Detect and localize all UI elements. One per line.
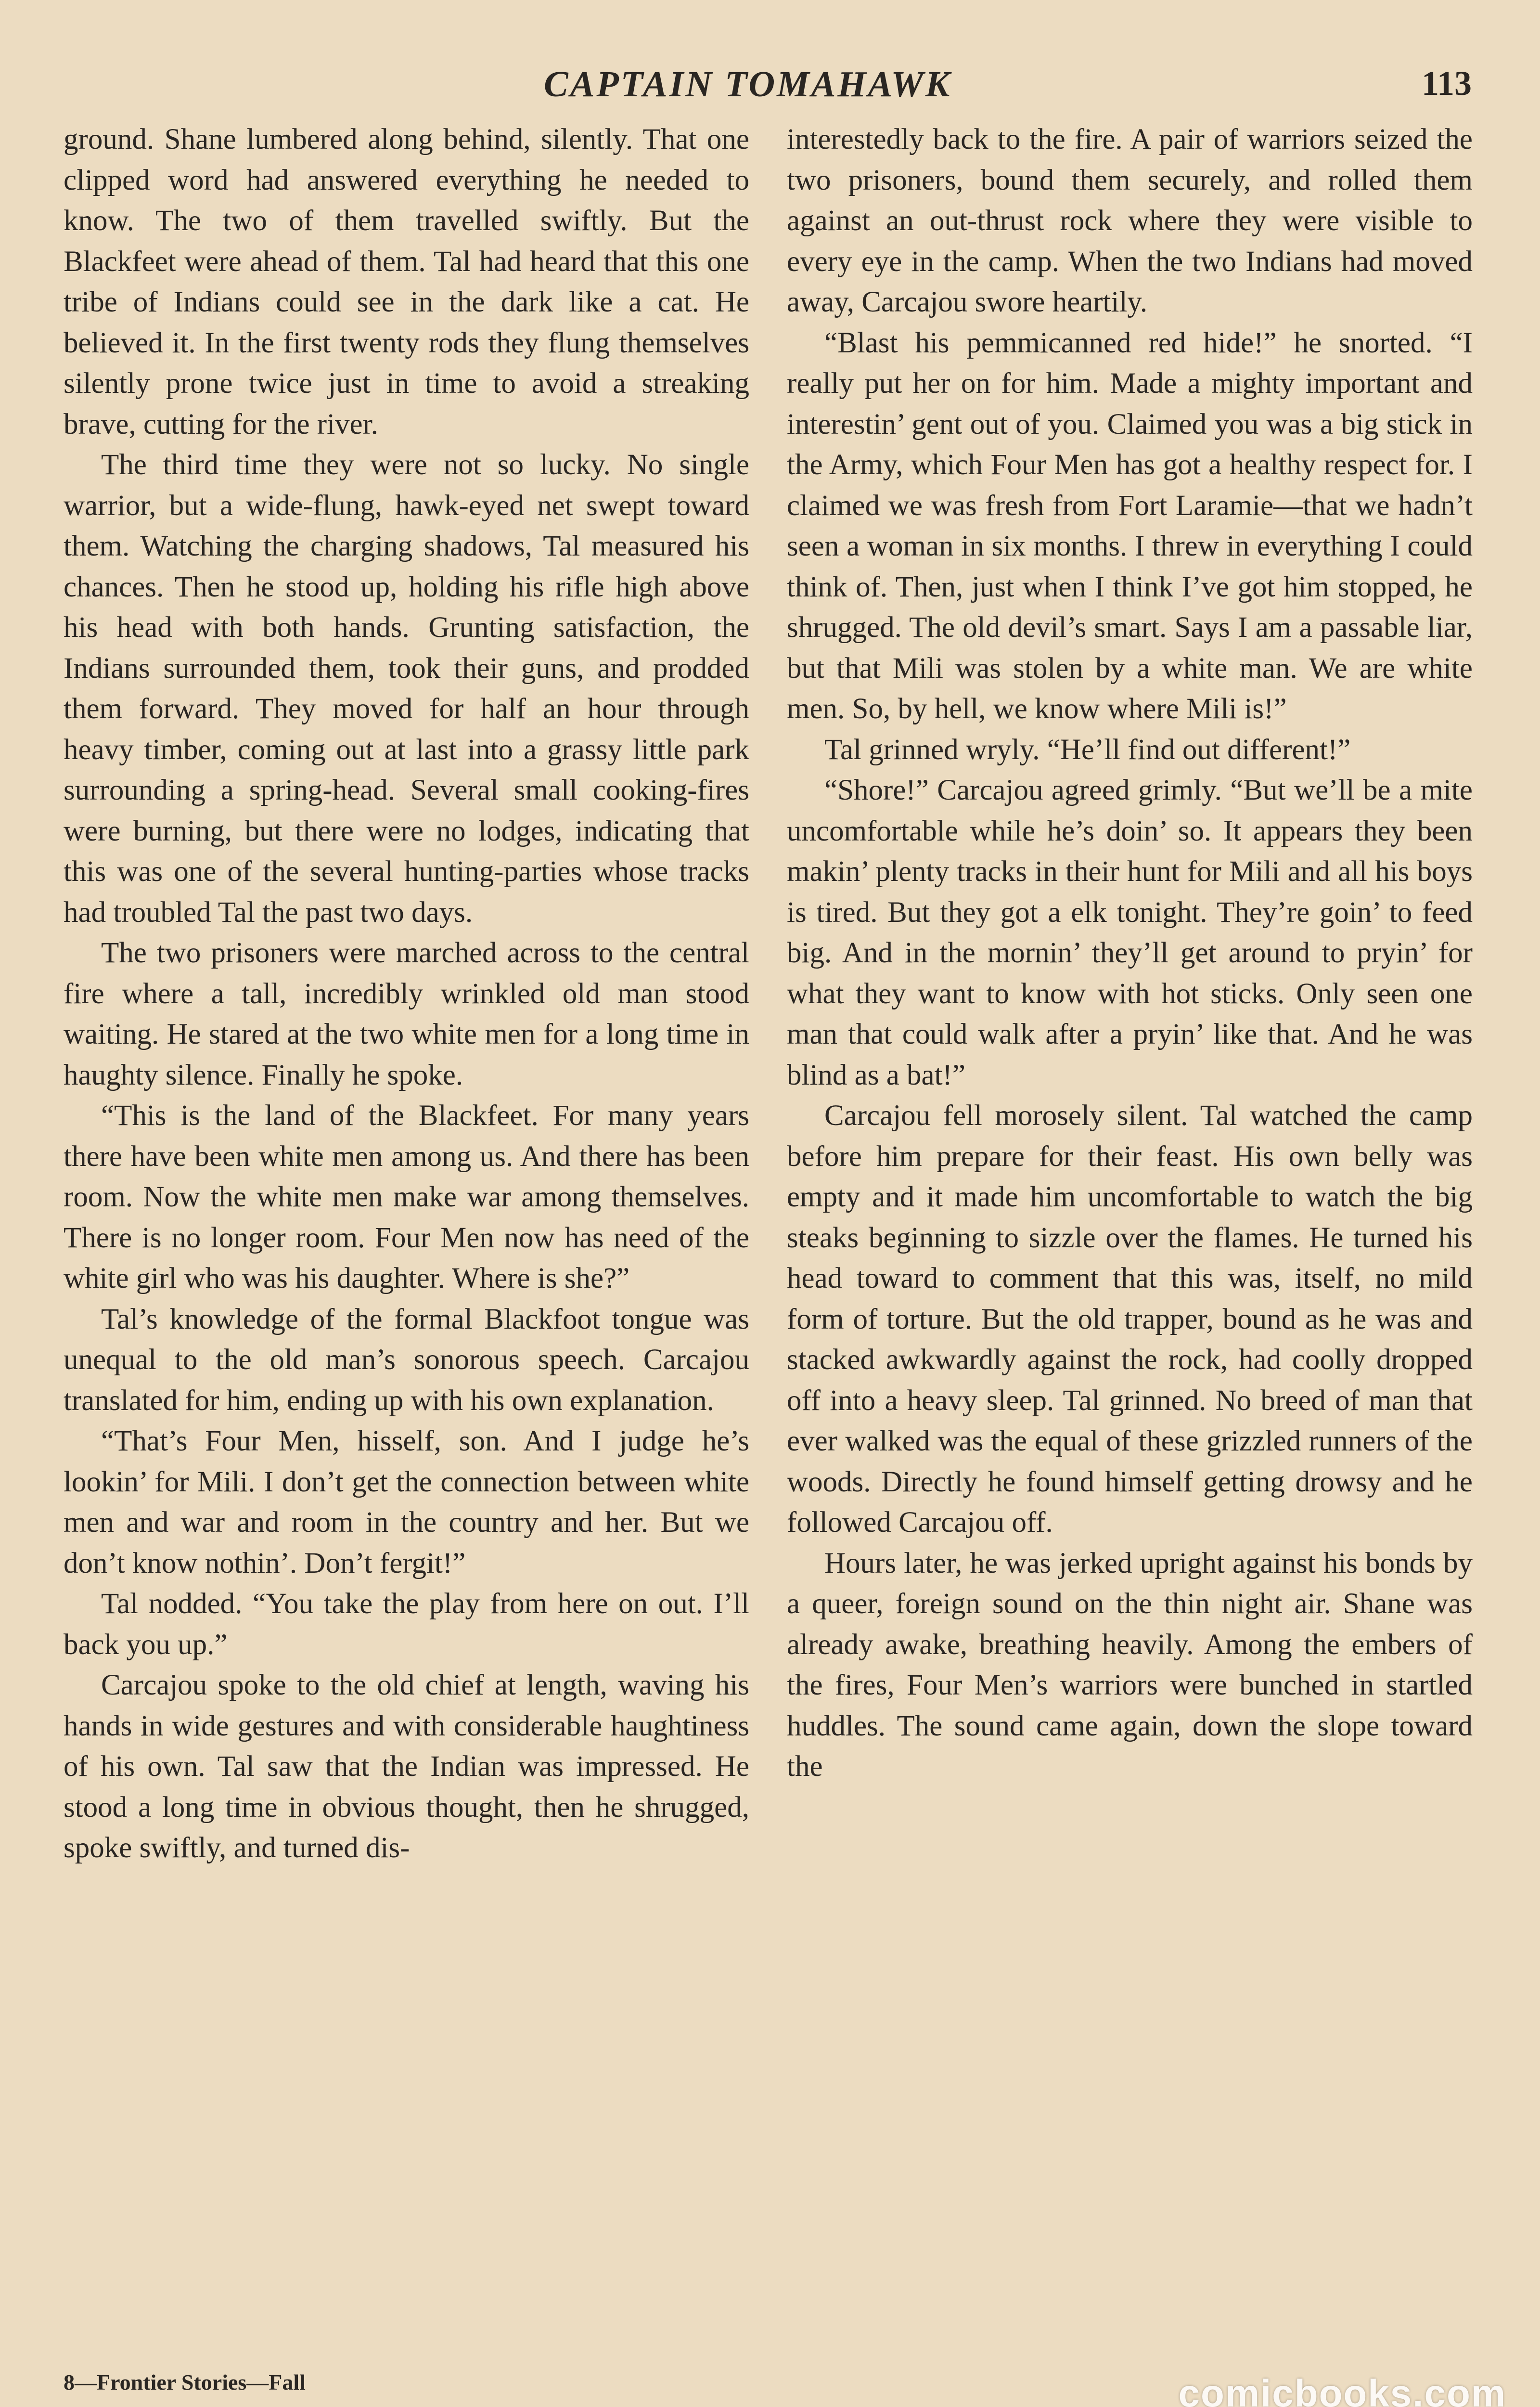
paragraph: “This is the land of the Blackfeet. For many years there have been white men among us. And there has been room. Now the white men make war among themselves. There is no longer room. Four Men now has need of the white girl who was his daughter. Where is she?” [64, 1100, 749, 1294]
paragraph: Tal’s knowledge of the formal Blackfoot tongue was unequal to the old man’s sonorous speech. Carcajou translated for him, ending up with his own explanation. [64, 1303, 749, 1417]
paragraph: Carcajou spoke to the old chief at length, waving his hands in wide gestures and with considerable haughtiness of his own. Tal saw that the Indian was impressed. He stood a long time in obvious thought, then he shrugged, spoke swiftly, and turned dis- [64, 1669, 749, 1864]
page-number: 113 [1421, 64, 1472, 103]
paragraph: “Shore!” Carcajou agreed grimly. “But we’ll be a mite uncomfortable while he’s doin’ so. It appears they been makin’ plenty tracks in their hunt for Mili and all his boys is tired. But they got a elk tonight. They’re goin’ to feed big. And in the mornin’ they’ll get around to pryin’ for what they want to know with hot sticks. Only seen one man that could walk after a pryin’ like that. And he was blind as a bat!” [787, 774, 1473, 1091]
paragraph: “Blast his pemmicanned red hide!” he snorted. “I really put her on for him. Made a mighty important and interestin’ gent out of you. Claimed you was a big stick in the Army, which Four Men has got a healthy respect for. I claimed we was fresh from Fort Laramie—that we hadn’t seen a woman in six months. I threw in everything I could think of. Then, just when I think I’ve got him stopped, he shrugged. The old devil’s smart. Says I am a passable liar, but that Mili was stolen by a white man. We are white men. So, by hell, we know where Mili is!” [787, 326, 1473, 725]
watermark: comicbooks.com [1178, 2372, 1506, 2407]
paragraph: Hours later, he was jerked upright against his bonds by a queer, foreign sound on the thin night air. Shane was already awake, breathing heavily. Among the embers of the fires, Four Men’s warriors were bunched in startled huddles. The sound came again, down the slope toward the [787, 1547, 1473, 1783]
paragraph: ground. Shane lumbered along behind, silently. That one clipped word had answered everything he needed to know. The two of them travelled swiftly. But the Blackfeet were ahead of them. Tal had heard that this one tribe of Indians could see in the dark like a cat. He believed it. In the first twenty rods they flung themselves silently prone twice just in time to avoid a streaking brave, cutting for the river. [64, 123, 749, 440]
running-title: CAPTAIN TOMAHAWK [544, 64, 952, 104]
paragraph: Carcajou fell morosely silent. Tal watched the camp before him prepare for their feast. His own belly was empty and it made him uncomfortable to watch the big steaks beginning to sizzle over the flames. He turned his head toward to comment that this was, itself, no mild form of torture. But the old trapper, bound as he was and stacked awkwardly against the rock, had coolly dropped off into a heavy sleep. Tal grinned. No breed of man that ever walked was the equal of these grizzled runners of the woods. Directly he found himself getting drowsy and he followed Carcajou off. [787, 1100, 1473, 1539]
paragraph: The third time they were not so lucky. No single warrior, but a wide-flung, hawk-eyed net swept toward them. Watching the charging shadows, Tal measured his chances. Then he stood up, holding his rifle high above his head with both hands. Grunting satisfaction, the Indians surrounded them, took their guns, and prodded them forward. They moved for half an hour through heavy timber, coming out at last into a grassy little park surrounding a spring-head. Several small cooking-fires were burning, but there were no lodges, indicating that this was one of the several hunting-parties whose tracks had troubled Tal the past two days. [64, 449, 749, 929]
paragraph: Tal grinned wryly. “He’ll find out different!” [824, 733, 1351, 766]
page-header [544, 64, 1472, 112]
paragraph: Tal nodded. “You take the play from here on out. I’ll back you up.” [64, 1588, 749, 1661]
right-column [787, 119, 1473, 1787]
footer-note: 8—Frontier Stories—Fall [64, 2370, 306, 2394]
paragraph: The two prisoners were marched across to the central fire where a tall, incredibly wrinkled old man stood waiting. He stared at the two white men for a long time in haughty silence. Finally he spoke. [64, 937, 749, 1091]
left-column [64, 119, 749, 1869]
paragraph: “That’s Four Men, hisself, son. And I judge he’s lookin’ for Mili. I don’t get the connection between white men and war and room in the country and her. But we don’t know nothin’. Don’t fergit!” [64, 1425, 749, 1579]
paragraph: interestedly back to the fire. A pair of warriors seized the two prisoners, bound them securely, and rolled them against an out-thrust rock where they were visible to every eye in the camp. When the two Indians had moved away, Carcajou swore heartily. [787, 123, 1473, 318]
